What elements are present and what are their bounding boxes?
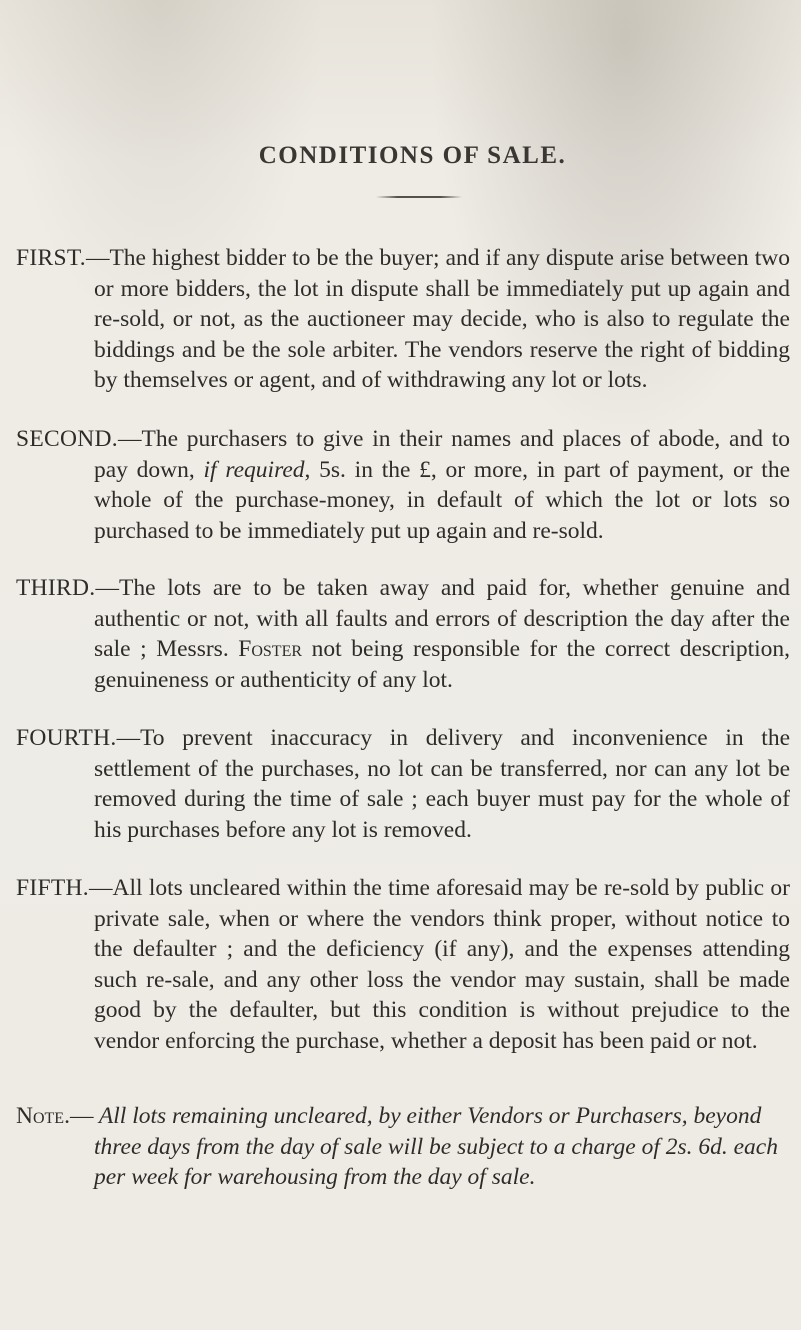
condition-third-text-b: not being responsible for the correct description, genuineness or authenticity of any lot. bbox=[94, 636, 791, 693]
condition-second-lead: SECOND. bbox=[16, 426, 118, 452]
condition-fourth bbox=[16, 723, 790, 845]
condition-second bbox=[16, 424, 790, 546]
condition-fourth-lead: FOURTH. bbox=[16, 725, 117, 751]
condition-first bbox=[16, 243, 790, 396]
condition-fifth-lead: FIFTH. bbox=[16, 875, 89, 901]
condition-second-text-b: , 5s. in the £, or more, in part of payment, or the whole of the purchase-money, in default of which the lot or lots so purchased to be immediately put up again and re-sold. bbox=[94, 456, 790, 544]
condition-second-italic: if required bbox=[203, 456, 305, 483]
sale-note-lead: Note.— bbox=[16, 1103, 94, 1129]
condition-first-text: —The highest bidder to be the buyer; and if any dispute arise between two or more bidders, the lot in dispute shall be immediately put up again and re-sold, or not, as the auctioneer may decide, who is also to regulate the biddings and be the sole arbiter. The vendors reserve the right of bidding by themselves or agent, and of withdrawing any lot or lots. bbox=[85, 245, 790, 393]
condition-fourth-text: —To prevent inaccuracy in delivery and inconvenience in the settlement of the purchases, no lot can be transferred, nor can any lot be removed during the time of sale ; each buyer must pay for the whole of his purchases before any lot is removed. bbox=[94, 725, 790, 843]
condition-third-name: Foster bbox=[238, 636, 303, 662]
page-title: CONDITIONS OF SALE. bbox=[258, 142, 567, 169]
condition-third-lead: THIRD. bbox=[16, 575, 96, 601]
condition-third bbox=[16, 573, 790, 695]
sale-note-text: All lots remaining uncleared, by either Vendors or Purchasers, beyond three days from the day of sale will be subject to a charge of 2s. 6d. each per week for warehousing from the day of sale. bbox=[93, 1103, 778, 1190]
sale-note bbox=[16, 1101, 790, 1193]
condition-fifth bbox=[16, 873, 790, 1056]
condition-fifth-text: —All lots uncleared within the time aforesaid may be re-sold by public or private sale, when or where the vendors think proper, without notice to the defaulter ; and the deficiency (if any), and the expenses attending such re-sale, and any other loss the vendor may sustain, shall be made good by the defaulter, but this condition is without prejudice to the vendor enforcing the purchase, whether a deposit has been paid or not. bbox=[88, 875, 790, 1054]
condition-third-text-a: —The lots are to be taken away and paid for, whether genuine and authentic or not, with all faults and errors of description the day after the sale ; Messrs. bbox=[94, 575, 790, 662]
condition-first-lead: FIRST. bbox=[16, 245, 86, 271]
condition-second-text-a: —The purchasers to give in their names and places of abode, and to pay down, bbox=[94, 426, 790, 483]
title-divider bbox=[376, 196, 462, 198]
